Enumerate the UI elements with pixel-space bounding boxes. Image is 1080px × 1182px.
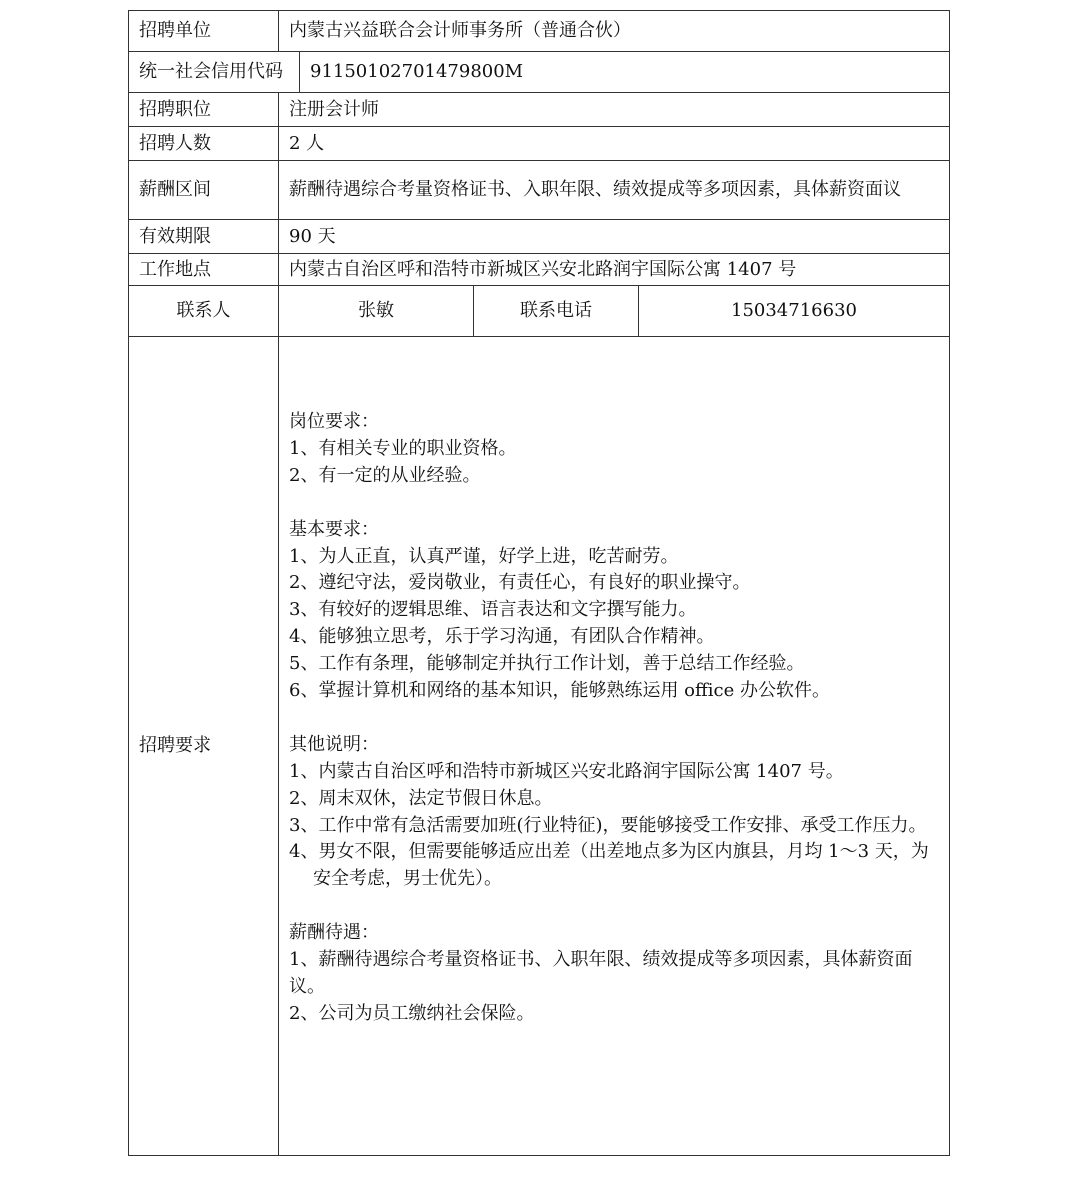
- contact-inner: [279, 286, 949, 336]
- credit-code-value: 91150102701479800M: [310, 61, 524, 82]
- validity-label: 有效期限: [129, 220, 279, 254]
- phone-label: 联系电话: [474, 286, 639, 336]
- post-requirement-item: 2、有一定的从业经验。: [289, 464, 481, 486]
- location-label: 工作地点: [129, 254, 279, 286]
- credit-code-inner: [129, 52, 949, 92]
- pay-item: 1、薪酬待遇综合考量资格证书、入职年限、绩效提成等多项因素，具体薪资面议。: [289, 949, 913, 997]
- salary-value: 薪酬待遇综合考量资格证书、入职年限、绩效提成等多项因素，具体薪资面议: [279, 161, 950, 220]
- post-requirements-title: 岗位要求：: [289, 411, 379, 432]
- employer-label: 招聘单位: [129, 11, 279, 52]
- contact-label: 联系人: [129, 286, 279, 337]
- salary-label: 薪酬区间: [129, 161, 279, 220]
- position-label: 招聘职位: [129, 93, 279, 127]
- post-requirement-item: 1、有相关专业的职业资格。: [289, 437, 517, 459]
- other-note-item: 1、内蒙古自治区呼和浩特市新城区兴安北路润宇国际公寓 1407 号。: [289, 760, 844, 782]
- phone-value: 15034716630: [731, 300, 857, 321]
- credit-code-cell: [129, 52, 950, 93]
- pay-item: 2、公司为员工缴纳社会保险。: [289, 1002, 535, 1024]
- location-value: 内蒙古自治区呼和浩特市新城区兴安北路润宇国际公寓 1407 号: [279, 254, 950, 286]
- salary-row: [129, 161, 950, 220]
- contact-cell: [279, 286, 950, 337]
- other-note-item: 2、周末双休，法定节假日休息。: [289, 787, 553, 809]
- other-note-item: 3、工作中常有急活需要加班(行业特征)，要能够接受工作安排、承受工作压力。: [289, 814, 927, 836]
- headcount-row: [129, 127, 950, 161]
- other-note-item: 4、男女不限，但需要能够适应出差（出差地点多为区内旗县，月均 1～3 天，为安全考虑，男士优先）。: [289, 841, 929, 890]
- requirements-body: [279, 337, 950, 1156]
- basic-requirement-item: 5、工作有条理，能够制定并执行工作计划，善于总结工作经验。: [289, 653, 805, 675]
- validity-row: [129, 220, 950, 254]
- credit-code-row: [129, 52, 950, 93]
- basic-requirement-item: 1、为人正直，认真严谨，好学上进，吃苦耐劳。: [289, 545, 679, 567]
- basic-requirement-item: 4、能够独立思考，乐于学习沟通，有团队合作精神。: [289, 626, 715, 648]
- basic-requirements-title: 基本要求：: [289, 518, 379, 540]
- location-row: [129, 254, 950, 286]
- validity-value: 90 天: [279, 220, 950, 254]
- headcount-label: 招聘人数: [129, 127, 279, 161]
- requirements-row: [129, 337, 950, 1156]
- basic-requirement-item: 3、有较好的逻辑思维、语言表达和文字撰写能力。: [289, 599, 697, 621]
- basic-requirement-item: 6、掌握计算机和网络的基本知识，能够熟练运用 office 办公软件。: [289, 680, 831, 702]
- employer-value: 内蒙古兴益联合会计师事务所（普通合伙）: [279, 11, 950, 52]
- position-value: 注册会计师: [279, 93, 950, 127]
- contact-value: 张敏: [279, 286, 474, 336]
- position-row: [129, 93, 950, 127]
- requirements-label: 招聘要求: [129, 337, 279, 1156]
- recruitment-table: [128, 10, 950, 1156]
- contact-row: [129, 286, 950, 337]
- recruitment-form: [128, 10, 950, 1156]
- other-notes-title: 其他说明：: [289, 733, 379, 755]
- basic-requirement-item: 2、遵纪守法，爱岗敬业，有责任心，有良好的职业操守。: [289, 572, 751, 594]
- pay-title: 薪酬待遇：: [289, 922, 379, 944]
- credit-code-label: 统一社会信用代码: [129, 52, 300, 92]
- employer-row: [129, 11, 950, 52]
- headcount-value: 2 人: [279, 127, 950, 161]
